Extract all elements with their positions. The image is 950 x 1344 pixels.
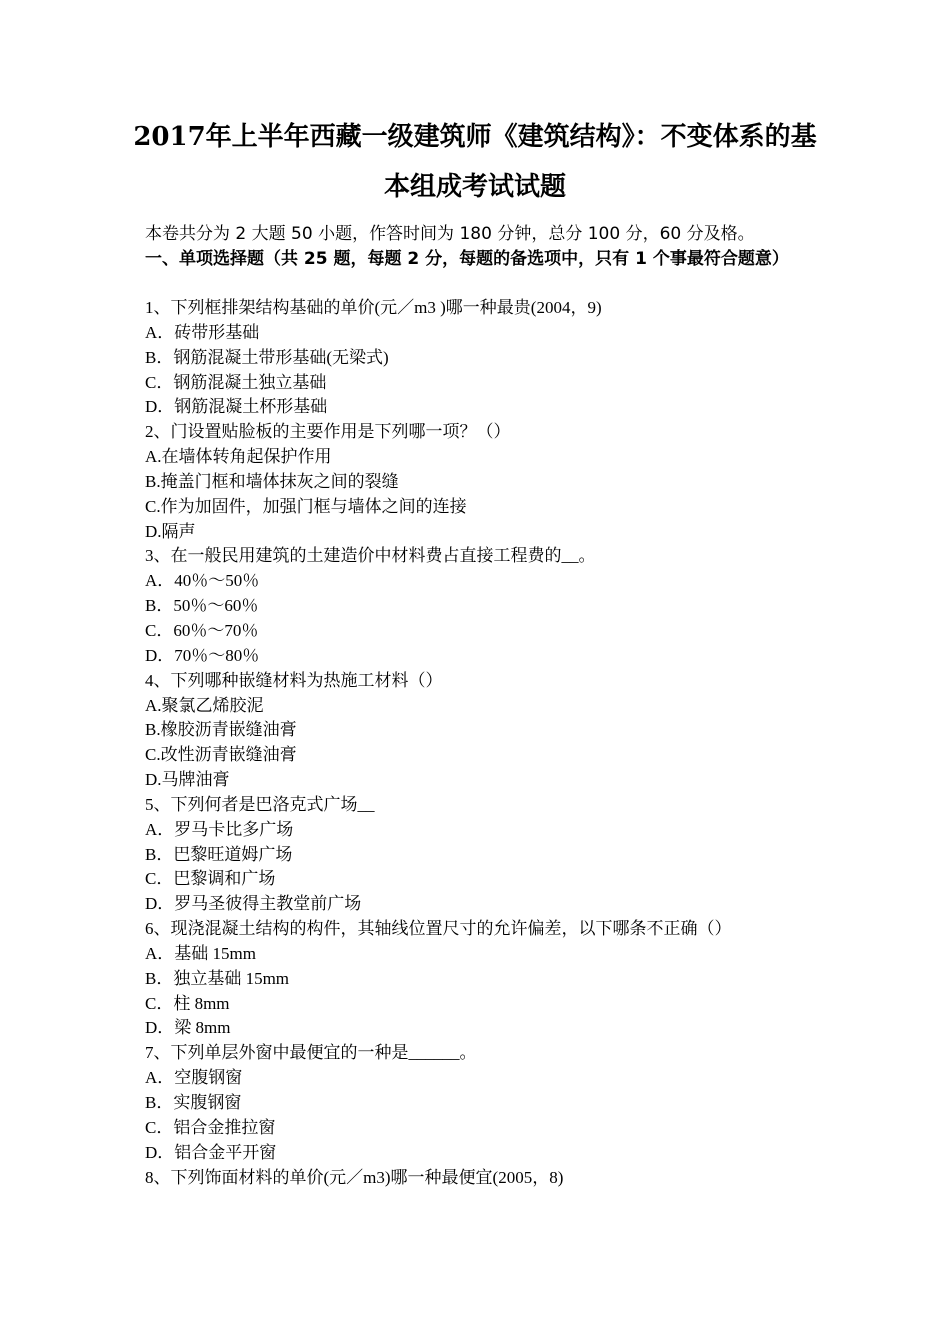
option-text: B．50％～60％ xyxy=(145,596,259,616)
question-text: 6、现浇混凝土结构的构件，其轴线位置尺寸的允许偏差，以下哪条不正确（） xyxy=(145,919,732,939)
question-text: 3、在一般民用建筑的土建造价中材料费占直接工程费的__。 xyxy=(145,546,596,566)
option-text: B．独立基础 15mm xyxy=(145,968,290,988)
option-text: B.掩盖门框和墙体抹灰之间的裂缝 xyxy=(145,471,399,491)
option-text: D．70％～80％ xyxy=(145,645,260,665)
document-title-line-1: 2017年上半年西藏一级建筑师《建筑结构》：不变体系的基 xyxy=(133,122,817,152)
option-text: A.聚氯乙烯胶泥 xyxy=(145,695,264,715)
option-text: D．梁 8mm xyxy=(145,1018,231,1038)
option-text: A．基础 15mm xyxy=(145,943,256,963)
question-text: 1、下列框排架结构基础的单价(元／m3 )哪一种最贵(2004，9) xyxy=(145,298,602,317)
exam-intro: 本卷共分为 2 大题 50 小题，作答时间为 180 分钟，总分 100 分，60 分及格。 xyxy=(145,224,755,244)
question-text: 4、下列哪种嵌缝材料为热施工材料（） xyxy=(145,670,443,690)
option-text: B．实腹钢窗 xyxy=(145,1093,242,1112)
option-text: B．巴黎旺道姆广场 xyxy=(145,844,293,864)
question-text: 8、下列饰面材料的单价(元／m3)哪一种最便宜(2005，8) xyxy=(145,1167,564,1187)
option-text: B．钢筋混凝土带形基础(无梁式) xyxy=(145,347,389,367)
question-list xyxy=(145,296,815,1190)
option-text: C．60％～70％ xyxy=(145,620,259,640)
option-text: C.作为加固件，加强门框与墙体之间的连接 xyxy=(145,496,467,516)
document-title-line-2: 本组成考试试题 xyxy=(383,172,566,202)
option-text: C.改性沥青嵌缝油膏 xyxy=(145,745,297,765)
option-text: A．罗马卡比多广场 xyxy=(145,819,294,839)
question-text: 5、下列何者是巴洛克式广场__ xyxy=(145,794,375,814)
option-text: D.马牌油膏 xyxy=(145,770,230,790)
option-text: A．40％～50％ xyxy=(145,571,260,591)
option-text: A.在墙体转角起保护作用 xyxy=(145,447,332,467)
option-text: C．巴黎调和广场 xyxy=(145,869,276,889)
option-text: B.橡胶沥青嵌缝油膏 xyxy=(145,720,297,740)
option-text: C．铝合金推拉窗 xyxy=(145,1117,276,1137)
option-text: D．铝合金平开窗 xyxy=(145,1142,277,1162)
option-text: C．柱 8mm xyxy=(145,993,230,1013)
option-text: D.隔声 xyxy=(145,521,196,541)
option-text: D．罗马圣彼得主教堂前广场 xyxy=(145,894,362,914)
option-text: C．钢筋混凝土独立基础 xyxy=(145,372,327,392)
option-text: D．钢筋混凝土杯形基础 xyxy=(145,397,328,417)
option-text: A．砖带形基础 xyxy=(145,322,260,342)
section-heading: 一、单项选择题（共 25 题，每题 2 分，每题的备选项中，只有 1 个事最符合题意） xyxy=(145,249,789,269)
question-text: 7、下列单层外窗中最便宜的一种是______。 xyxy=(145,1043,477,1063)
option-text: A．空腹钢窗 xyxy=(145,1068,243,1088)
question-text: 2、门设置贴脸板的主要作用是下列哪一项？（） xyxy=(145,422,511,442)
